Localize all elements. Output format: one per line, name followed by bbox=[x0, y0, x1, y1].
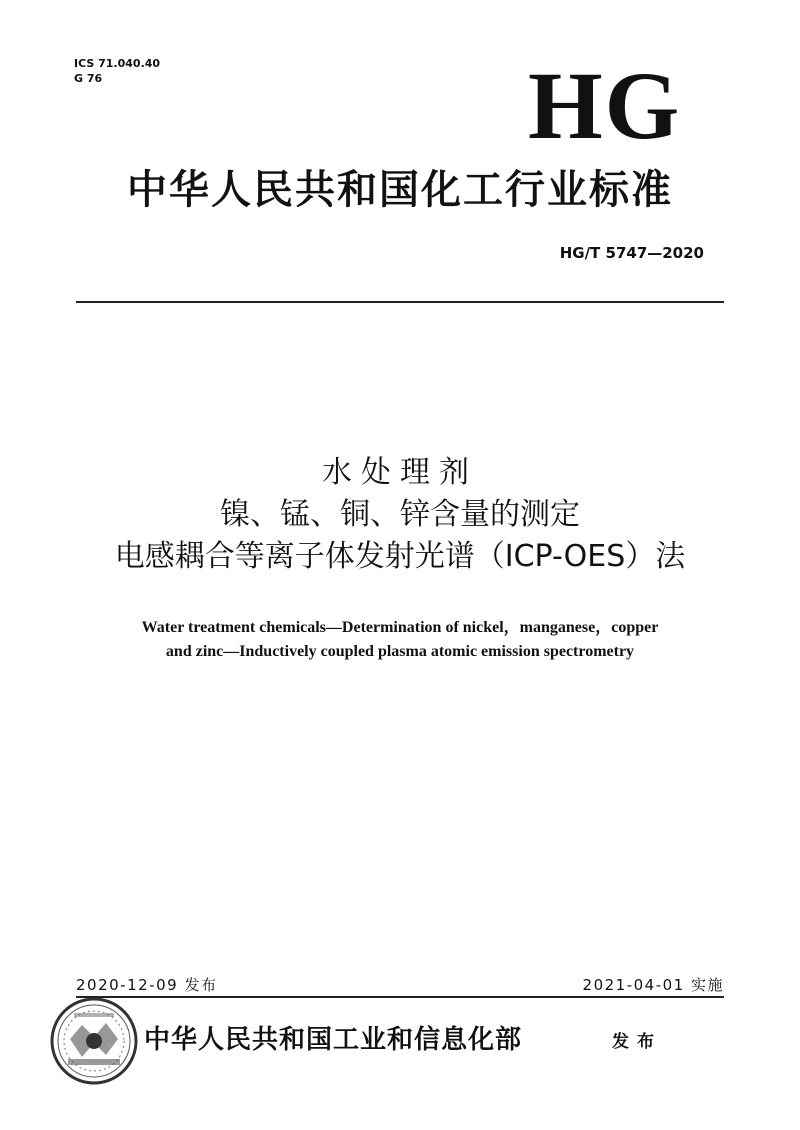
ics-code: ICS 71.040.40 bbox=[74, 57, 161, 70]
english-title-line-1: Water treatment chemicals—Determination of nickel，manganese，copper bbox=[141, 619, 659, 636]
hg-logo: HG bbox=[528, 52, 682, 159]
title-line-2: 镍、锰、铜、锌含量的测定 bbox=[220, 497, 580, 532]
english-title bbox=[60, 616, 740, 664]
bottom-divider bbox=[76, 996, 724, 998]
ccs-code: G 76 bbox=[74, 72, 103, 85]
issuer-title: 中华人民共和国化工行业标准 bbox=[127, 167, 673, 213]
publish-date: 2020-12-09 发布 bbox=[76, 976, 218, 994]
english-title-line-2: and zinc—Inductively coupled plasma atomic emission spectrometry bbox=[165, 643, 635, 660]
top-divider bbox=[76, 301, 724, 303]
standard-number: HG/T 5747—2020 bbox=[559, 244, 704, 262]
official-seal-icon bbox=[48, 995, 140, 1087]
title-line-1: 水处理剂 bbox=[322, 455, 478, 490]
publisher-name: 中华人民共和国工业和信息化部 bbox=[144, 1025, 523, 1055]
title-line-3: 电感耦合等离子体发射光谱（ICP-OES）法 bbox=[114, 539, 686, 574]
publish-label: 发布 bbox=[612, 1032, 662, 1052]
chinese-title bbox=[20, 452, 780, 578]
implement-date: 2021-04-01 实施 bbox=[582, 976, 724, 994]
